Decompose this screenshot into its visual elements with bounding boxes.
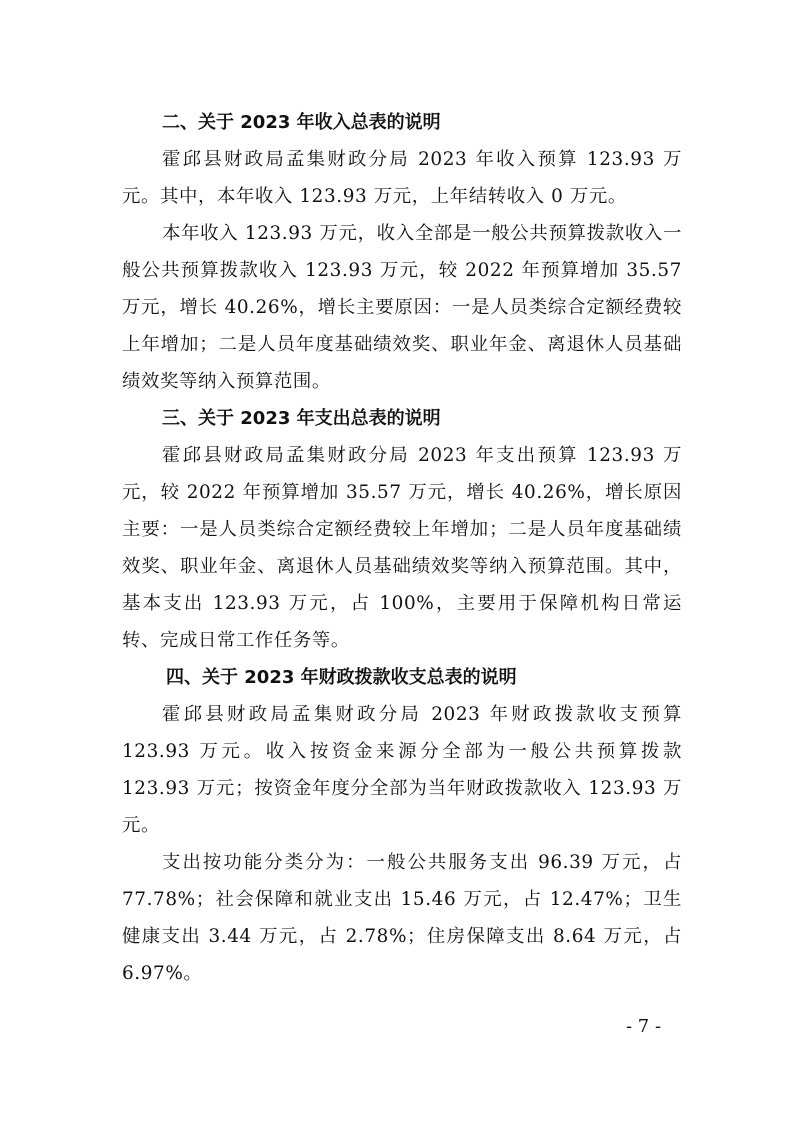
paragraph: 霍邱县财政局孟集财政分局 2023 年收入预算 123.93 万元。其中，本年收入 123.93 万元，上年结转收入 0 万元。 [122,149,682,207]
section-expenditure-summary [122,400,682,659]
section-fiscal-appropriation-summary [122,659,682,992]
paragraph: 支出按功能分类分为：一般公共服务支出 96.39 万元，占 77.78%；社会保障和就业支出 15.46 万元，占 12.47%；卫生健康支出 3.44 万元，占 2.78%；住房保障支出 8.64 万元，占 6.97%。 [122,852,682,984]
paragraph: 本年收入 123.93 万元，收入全部是一般公共预算拨款收入一般公共预算拨款收入 123.93 万元，较 2022 年预算增加 35.57 万元，增长 40.26%，增长主要原因：一是人员类综合定额经费较上年增加；二是人员年度基础绩效奖、职业年金、离退休人员基础绩效奖等纳入预算范围。 [122,223,682,392]
section-heading: 四、关于 2023 年财政拨款收支总表的说明 [166,667,517,688]
section-income-summary [122,104,682,400]
page-number: - 7 - [626,1016,662,1037]
paragraph: 霍邱县财政局孟集财政分局 2023 年支出预算 123.93 万元，较 2022 年预算增加 35.57 万元，增长 40.26%，增长原因主要：一是人员类综合定额经费较上年增加；二是人员年度基础绩效奖、职业年金、离退休人员基础绩效奖等纳入预算范围。其中，基本支出 123.93 万元，占 100%，主要用于保障机构日常运转、完成日常工作任务等。 [122,445,682,651]
section-heading: 三、关于 2023 年支出总表的说明 [162,408,441,429]
paragraph: 霍邱县财政局孟集财政分局 2023 年财政拨款收支预算 123.93 万元。收入按资金来源分全部为一般公共预算拨款 123.93 万元；按资金年度分全部为当年财政拨款收入 123.93 万元。 [122,704,682,836]
document-body [122,104,682,992]
section-heading: 二、关于 2023 年收入总表的说明 [162,112,441,133]
